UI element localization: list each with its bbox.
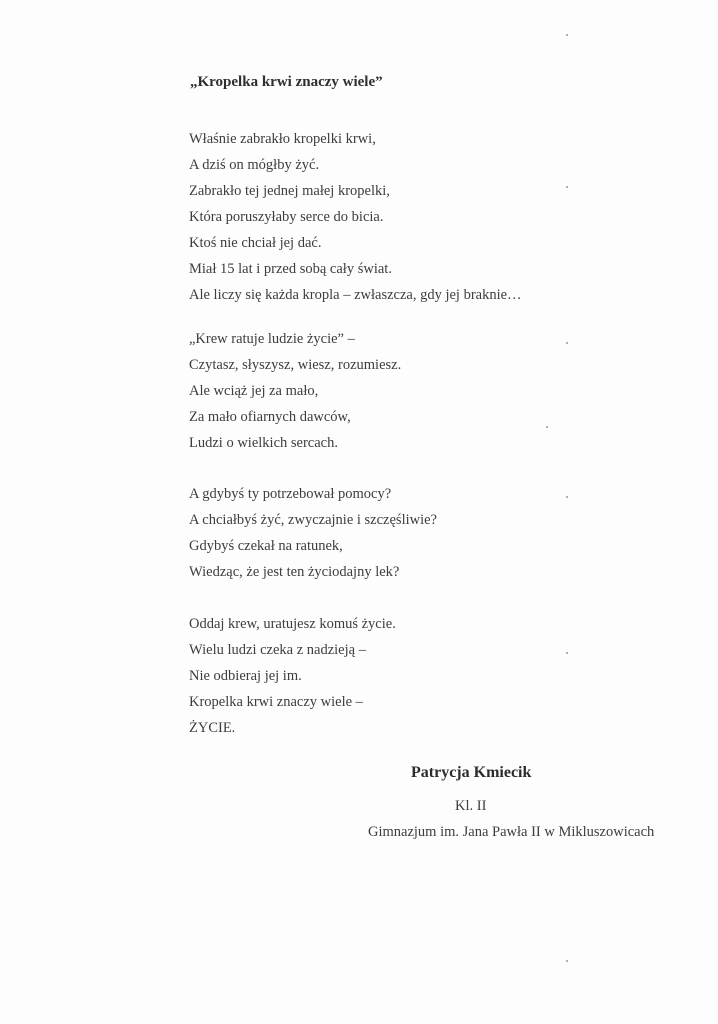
stanza-4 <box>189 611 396 741</box>
scan-speck <box>566 34 568 36</box>
scan-speck <box>566 342 568 344</box>
poem-line: Miał 15 lat i przed sobą cały świat. <box>189 261 392 277</box>
poem-line: Właśnie zabrakło kropelki krwi, <box>189 131 376 147</box>
poem-line: Nie odbieraj jej im. <box>189 668 302 684</box>
poem-line: Oddaj krew, uratujesz komuś życie. <box>189 616 396 632</box>
poem-line: A gdybyś ty potrzebował pomocy? <box>189 486 392 502</box>
class-label: Kl. II <box>455 798 487 814</box>
poem-line: Gdybyś czekał na ratunek, <box>189 538 343 554</box>
scan-speck <box>566 960 568 962</box>
poem-line: Czytasz, słyszysz, wiesz, rozumiesz. <box>189 357 402 373</box>
poem-line: Zabrakło tej jednej małej kropelki, <box>189 183 390 199</box>
scan-speck <box>546 426 548 428</box>
poem-line: A chciałbyś żyć, zwyczajnie i szczęśliwie? <box>189 512 437 528</box>
poem-line: „Krew ratuje ludzie życie” – <box>189 331 355 347</box>
poem-line: ŻYCIE. <box>189 720 236 736</box>
poem-title: „Kropelka krwi znaczy wiele” <box>190 74 383 90</box>
scan-speck <box>566 496 568 498</box>
poem-line: Ludzi o wielkich sercach. <box>189 435 338 451</box>
scan-speck <box>566 186 568 188</box>
author-name: Patrycja Kmiecik <box>411 764 532 781</box>
poem-line: Ktoś nie chciał jej dać. <box>189 235 322 251</box>
stanza-3 <box>189 481 437 585</box>
poem-line: Za mało ofiarnych dawców, <box>189 409 351 425</box>
scan-speck <box>566 652 568 654</box>
stanza-2 <box>189 326 401 456</box>
poem-line: Wielu ludzi czeka z nadzieją – <box>189 642 366 658</box>
poem-line: Wiedząc, że jest ten życiodajny lek? <box>189 564 400 580</box>
poem-line: Ale wciąż jej za mało, <box>189 383 319 399</box>
poem-line: A dziś on mógłby żyć. <box>189 157 320 173</box>
poem-line: Ale liczy się każda kropla – zwłaszcza, gdy jej braknie… <box>189 287 522 303</box>
poem-line: Która poruszyłaby serce do bicia. <box>189 209 384 225</box>
poem-line: Kropelka krwi znaczy wiele – <box>189 694 363 710</box>
stanza-1 <box>189 126 522 308</box>
school-name: Gimnazjum im. Jana Pawła II w Mikluszowicach <box>368 824 655 840</box>
